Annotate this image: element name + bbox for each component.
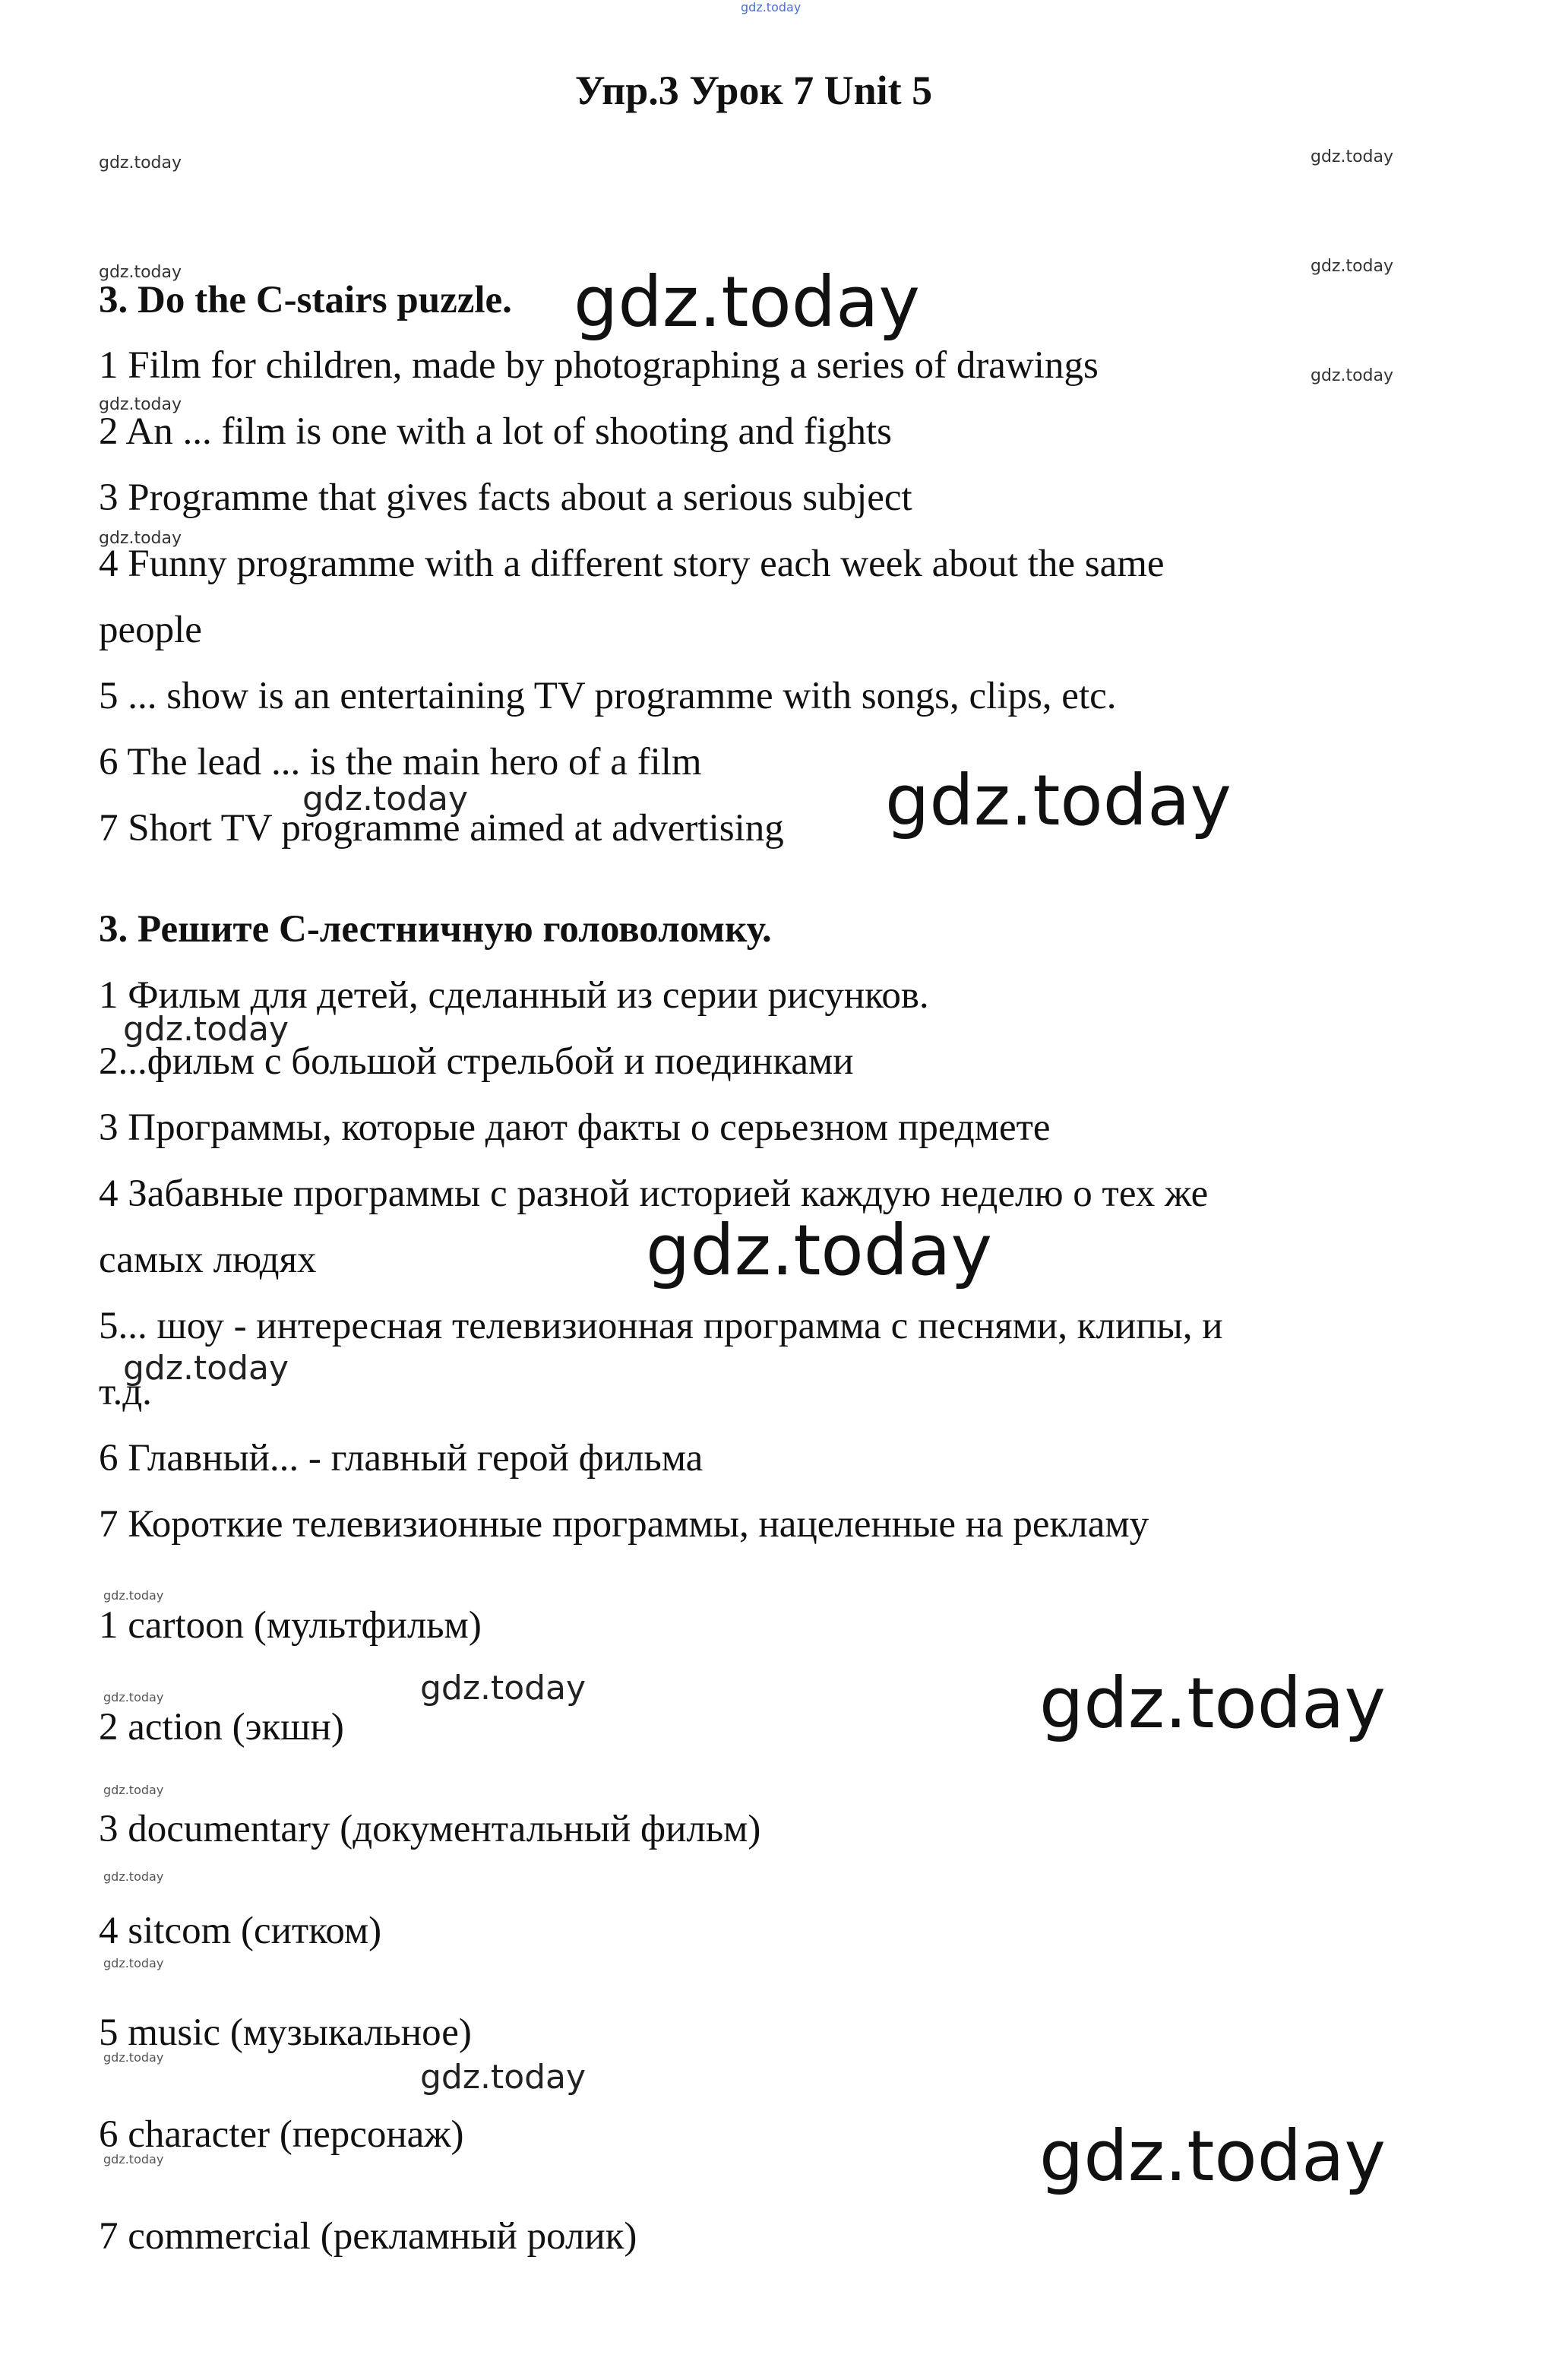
watermark: gdz.today: [885, 760, 1232, 841]
russian-item-3: 3 Программы, которые дают факты о серьезном предмете: [99, 1106, 1051, 1149]
watermark: gdz.today: [646, 1210, 992, 1291]
watermark: gdz.today: [103, 1783, 164, 1797]
watermark: gdz.today: [103, 1690, 164, 1704]
watermark: gdz.today: [123, 1349, 289, 1388]
russian-item-1: 1 Фильм для детей, сделанный из серии рисунков.: [99, 974, 929, 1017]
english-item-1: 1 Film for children, made by photographing a series of drawings: [99, 344, 1099, 387]
answer-2: 2 action (экшн): [99, 1706, 344, 1749]
watermark: gdz.today: [123, 1010, 289, 1049]
russian-item-4: 4 Забавные программы с разной историей каждую неделю о тех же: [99, 1173, 1209, 1215]
russian-item-7: 7 Короткие телевизионные программы, нацеленные на рекламу: [99, 1503, 1149, 1546]
watermark: gdz.today: [103, 1869, 164, 1884]
watermark: gdz.today: [1039, 1663, 1386, 1744]
answer-1: 1 cartoon (мультфильм): [99, 1604, 482, 1647]
russian-item-4-cont: самых людях: [99, 1239, 317, 1281]
answer-6: 6 character (персонаж): [99, 2113, 464, 2156]
english-item-4: 4 Funny programme with a different story each week about the same: [99, 543, 1165, 585]
english-item-3: 3 Programme that gives facts about a serious subject: [99, 476, 912, 519]
watermark: gdz.today: [103, 2050, 164, 2065]
watermark: gdz.today: [741, 0, 802, 14]
watermark: gdz.today: [574, 261, 920, 343]
watermark: gdz.today: [420, 1669, 587, 1707]
watermark: gdz.today: [1311, 257, 1394, 276]
russian-item-5-cont: т.д.: [99, 1371, 152, 1413]
english-item-6: 6 The lead ... is the main hero of a film: [99, 741, 702, 783]
russian-item-5: 5... шоу - интересная телевизионная программа с песнями, клипы, и: [99, 1305, 1223, 1347]
english-heading: 3. Do the C-stairs puzzle.: [99, 279, 512, 321]
watermark: gdz.today: [99, 263, 182, 282]
page-title: Упр.3 Урок 7 Unit 5: [574, 68, 933, 113]
russian-item-6: 6 Главный... - главный герой фильма: [99, 1437, 704, 1480]
watermark: gdz.today: [99, 153, 182, 172]
watermark: gdz.today: [103, 2152, 164, 2166]
russian-item-2: 2...фильм с большой стрельбой и поединками: [99, 1040, 854, 1083]
watermark: gdz.today: [103, 1588, 164, 1603]
english-item-7: 7 Short TV programme aimed at advertising: [99, 807, 784, 850]
answer-3: 3 documentary (документальный фильм): [99, 1808, 761, 1850]
answer-5: 5 music (музыкальное): [99, 2011, 472, 2054]
watermark: gdz.today: [1039, 2116, 1386, 2197]
answer-7: 7 commercial (рекламный ролик): [99, 2215, 637, 2258]
english-item-4-cont: people: [99, 609, 202, 651]
english-item-5: 5 ... show is an entertaining TV programme with songs, clips, etc.: [99, 675, 1117, 717]
watermark: gdz.today: [99, 395, 182, 414]
russian-heading: 3. Решите С-лестничную головоломку.: [99, 908, 772, 951]
watermark: gdz.today: [420, 2058, 587, 2097]
watermark: gdz.today: [103, 1956, 164, 1970]
watermark: gdz.today: [1311, 147, 1394, 166]
watermark: gdz.today: [99, 529, 182, 548]
watermark: gdz.today: [1311, 366, 1394, 385]
answer-4: 4 sitcom (ситком): [99, 1910, 382, 1952]
watermark: gdz.today: [302, 780, 469, 818]
english-item-2: 2 An ... film is one with a lot of shooting and fights: [99, 410, 893, 453]
